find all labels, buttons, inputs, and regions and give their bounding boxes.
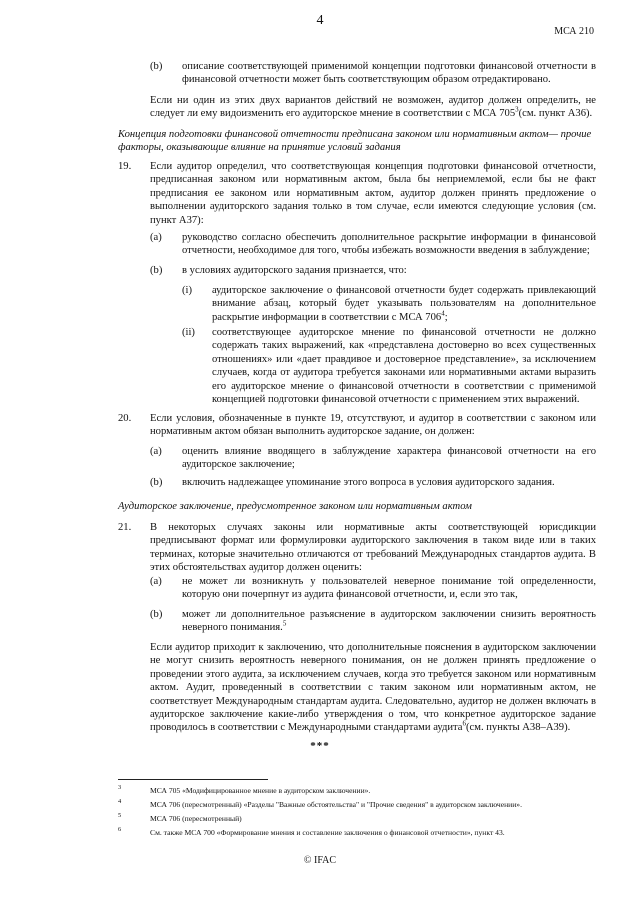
item-label: (a) (150, 446, 162, 457)
footnote-number: 4 (118, 798, 122, 805)
paragraph-19a: руководство согласно обеспечить дополнительное раскрытие информации в финансовой отчетности, необходимое для того, чтобы избежать возможности введения в заблуждение; (182, 232, 596, 257)
item-label: (a) (150, 232, 162, 243)
item-b-text: описание соответствующей применимой концепции подготовки финансовой отчетности в финансовой отчетности может быть соответствующим образом отредактировано. (182, 61, 596, 86)
paragraph-19bii: соответствующее аудиторское мнение по финансовой отчетности не должно содержать таких выражений, как «представлена достоверно во всех существенных отношениях» или «дает правдивое и достоверное представление», за исключением случаев, когда от аудитора требуется законами или нормативными актами выразить его аудиторское мнение о финансовой отчетности в соответствии с применимой концепцией подготовки финансовой отчетности с применением этих выражений. (212, 327, 596, 406)
item-label: (b) (150, 477, 163, 488)
item-label: (ii) (182, 327, 195, 338)
footnote-text: МСА 705 «Модифицированное мнение в аудиторском заключении». (150, 786, 371, 795)
paragraph-19bi: аудиторское заключение о финансовой отчетности будет содержать привлекающий внимание абзац, который будет указывать пользователям на дополнительное раскрытие информации в соответствии с МСА $706^4$; (212, 285, 596, 323)
paragraph-21b: может ли дополнительное разъяснение в аудиторском заключении снизить вероятность неверного понимания.$^5$ (182, 609, 596, 634)
item-label: (b) (150, 61, 163, 72)
paragraph-19: Если аудитор определил, что соответствующая концепция подготовки финансовой отчетности, предписанная законом или нормативным актом, была бы неприемлемой, если бы не факт предписания ее законом или нормативным актом, аудитор должен принять предложение о выполнении аудиторского задания только в том случае, если имеются следующие условия (см. пункт А37): (150, 161, 596, 226)
paragraph-number: 21. (118, 522, 132, 533)
item-label: (a) (150, 576, 162, 587)
paragraph-20a: оценить влияние вводящего в заблуждение характера финансовой отчетности на его аудиторское заключение; (182, 446, 596, 471)
section-heading: Концепция подготовки финансовой отчетности предписана законом или нормативным актом— прочие факторы, оказывающие влияние на принятие условий задания (118, 129, 592, 154)
footnote-text: МСА 706 (пересмотренный) (150, 814, 242, 823)
paragraph-21-conclusion: Если аудитор приходит к заключению, что дополнительные пояснения в аудиторском заключении не могут снизить вероятность неверного понимания, он не должен принять предложение о проведении этого аудита, за исключением случаев, когда это требуется законом или нормативным актом. Аудит, проведенный в соответствии с таким законом или нормативным актом, не соответствует Международным стандартам аудита. Следовательно, аудитор не должен включать в аудиторское заключение какие-либо утверждения о том, что конкретное аудиторское задание проводилось в соответствии с Международными стандартами аудита$^6$(см. пункты А38–А39). (150, 642, 596, 734)
footnote-number: 3 (118, 784, 122, 791)
paragraph-number: 19. (118, 161, 132, 172)
page-number: 4 (316, 13, 324, 28)
paragraph-20: Если условия, обозначенные в пункте 19, отсутствуют, и аудитор в соответствии с законом или нормативным актом обязан выполнить аудиторское задание, он должен: (150, 413, 596, 438)
paragraph-21: В некоторых случаях законы или нормативные акты соответствующей юрисдикции предписывают формат или формулировки аудиторского заключения в таком виде или в таких терминах, которые значительно отличаются от требований Международных стандартов аудита. В этих обстоятельствах аудитор должен оценить: (150, 522, 596, 574)
footnote-divider (118, 779, 268, 780)
paragraph-21a: не может ли возникнуть у пользователей неверное понимание той определенности, которую они почерпнут из аудита финансовой отчетности, и, если это так, (182, 576, 596, 601)
copyright-footer: © IFAC (303, 855, 337, 866)
item-label: (b) (150, 265, 163, 276)
paragraph-number: 20. (118, 413, 132, 424)
paragraph-none-possible: Если ни один из этих двух вариантов действий не возможен, аудитор должен определить, не следует ли ему видоизменить его аудиторское мнение в соответствии с МСА $705^3(см$. пункт А36). (150, 95, 596, 120)
section-heading: Аудиторское заключение, предусмотренное законом или нормативным актом (118, 501, 472, 512)
standard-code: МСА 210 (554, 26, 594, 37)
item-label: (i) (182, 285, 192, 296)
footnote-number: 6 (118, 826, 122, 833)
footnote-text: МСА 706 (пересмотренный) «Разделы "Важные обстоятельства" и "Прочие сведения" в аудиторском заключении». (150, 800, 522, 809)
paragraph-19b: в условиях аудиторского задания признается, что: (182, 265, 407, 276)
paragraph-20b: включить надлежащее упоминание этого вопроса в условия аудиторского задания. (182, 477, 555, 488)
footnote-number: 5 (118, 812, 122, 819)
item-label: (b) (150, 609, 163, 620)
section-separator: *** (310, 740, 330, 752)
footnote-text: См. также МСА 700 «Формирование мнения и составление заключения о финансовой отчетности», пункт 43. (150, 828, 505, 837)
